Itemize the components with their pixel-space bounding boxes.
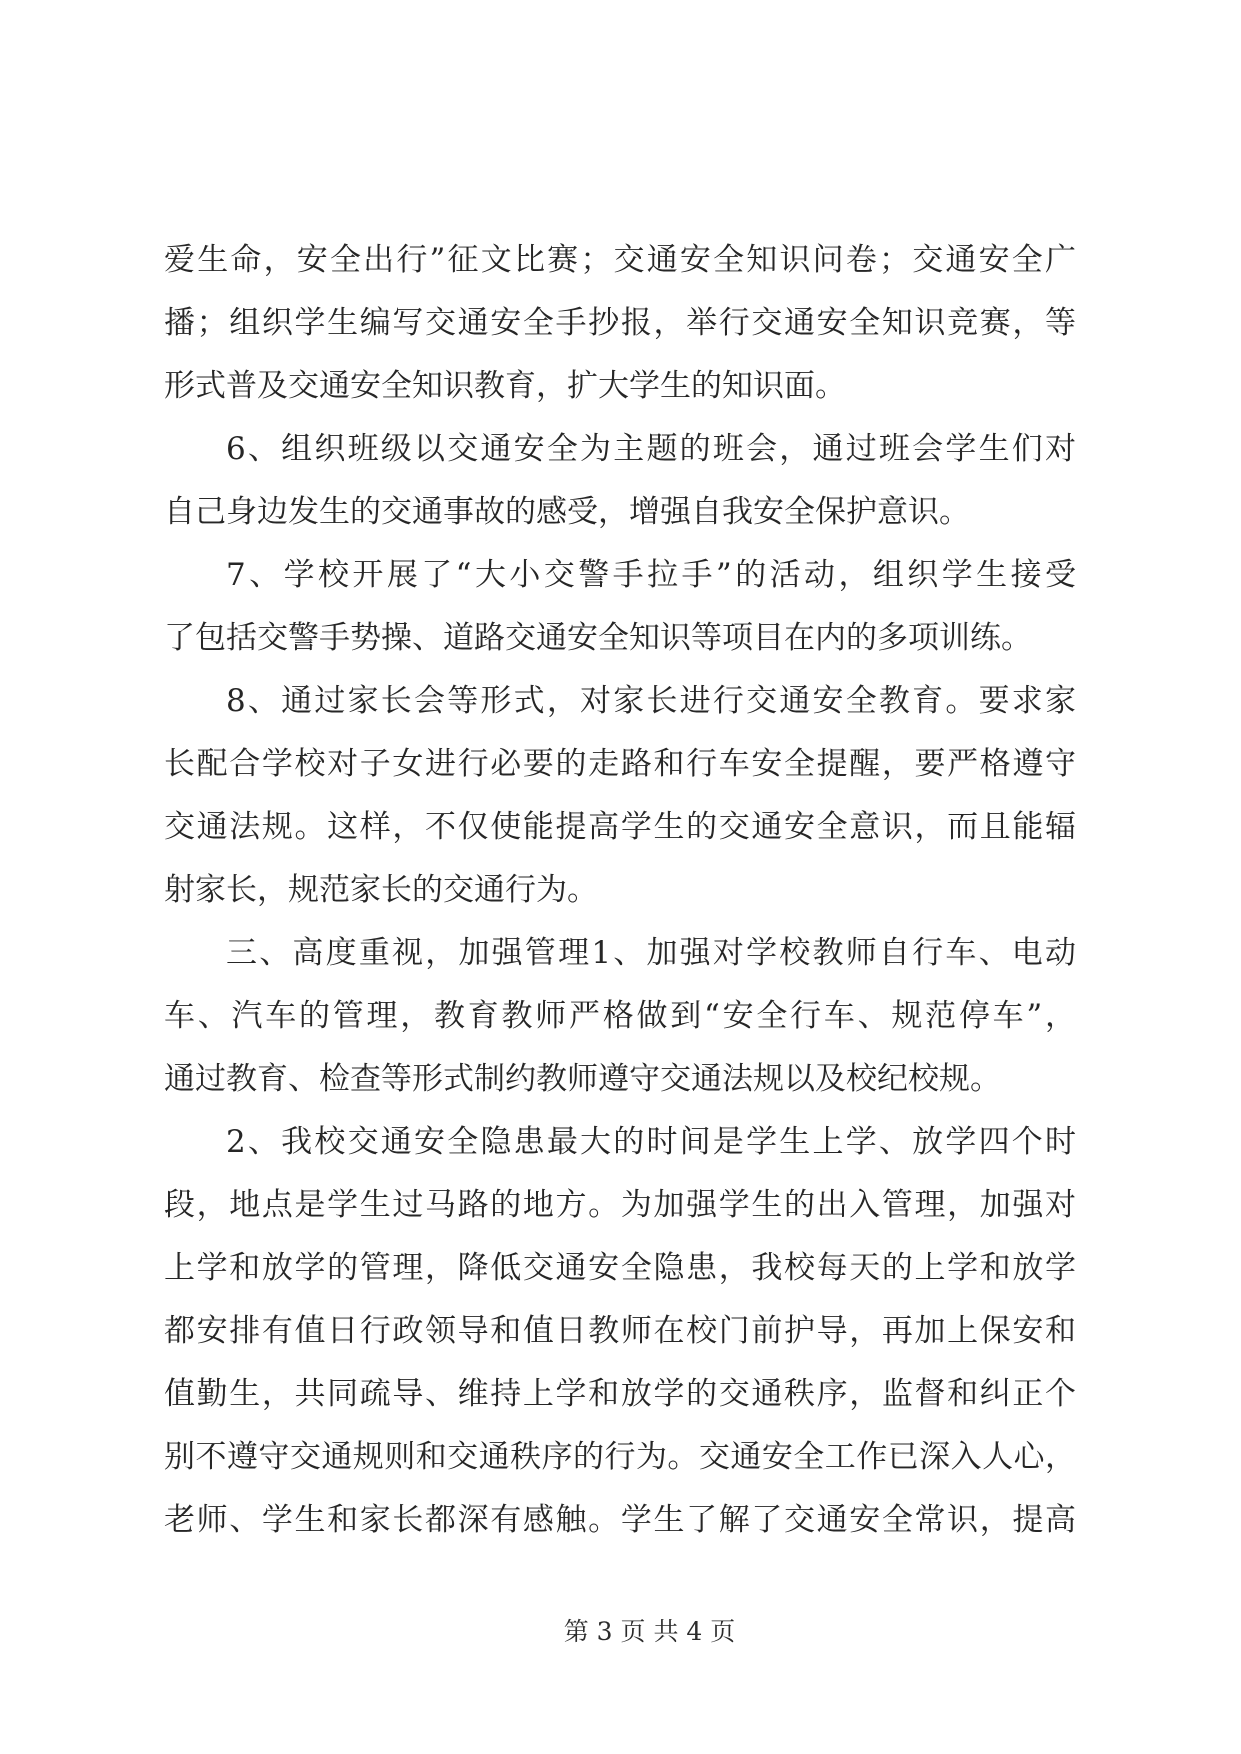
text-line: 2、我校交通安全隐患最大的时间是学生上学、放学四个时 [226,1124,1076,1160]
text-line: 6、组织班级以交通安全为主题的班会，通过班会学生们对 [226,431,1076,467]
text-line: 上学和放学的管理，降低交通安全隐患，我校每天的上学和放学 [164,1250,1076,1286]
text-line: 车、汽车的管理，教育教师严格做到“安全行车、规范停车”， [164,998,1076,1034]
document-body-text [164,229,1076,1552]
text-line: 爱生命，安全出行”征文比赛；交通安全知识问卷；交通安全广 [164,242,1076,278]
text-line: 都安排有值日行政领导和值日教师在校门前护导，再加上保安和 [164,1313,1076,1349]
text-line: 值勤生，共同疏导、维持上学和放学的交通秩序，监督和纠正个 [164,1376,1076,1412]
text-line: 段，地点是学生过马路的地方。为加强学生的出入管理，加强对 [164,1187,1076,1223]
page-number-footer: 第 3 页 共 4 页 [563,1617,736,1646]
text-line: 8、通过家长会等形式，对家长进行交通安全教育。要求家 [226,683,1076,719]
text-line: 射家长，规范家长的交通行为。 [164,872,598,908]
text-line: 三、高度重视，加强管理1、加强对学校教师自行车、电动 [226,935,1076,971]
text-line: 7、学校开展了“大小交警手拉手”的活动，组织学生接受 [226,557,1076,593]
text-line: 长配合学校对子女进行必要的走路和行车安全提醒，要严格遵守 [164,746,1076,782]
text-line: 形式普及交通安全知识教育，扩大学生的知识面。 [164,368,846,404]
text-line: 了包括交警手势操、道路交通安全知识等项目在内的多项训练。 [164,620,1032,656]
text-line: 通过教育、检查等形式制约教师遵守交通法规以及校纪校规。 [164,1061,1001,1097]
text-line: 播；组织学生编写交通安全手抄报，举行交通安全知识竞赛，等 [164,305,1076,341]
text-line: 自己身边发生的交通事故的感受，增强自我安全保护意识。 [164,494,970,530]
text-line: 交通法规。这样，不仅使能提高学生的交通安全意识，而且能辐 [164,809,1076,845]
text-line: 别不遵守交通规则和交通秩序的行为。交通安全工作已深入人心， [164,1439,1076,1475]
text-line: 老师、学生和家长都深有感触。学生了解了交通安全常识，提高 [164,1502,1076,1538]
